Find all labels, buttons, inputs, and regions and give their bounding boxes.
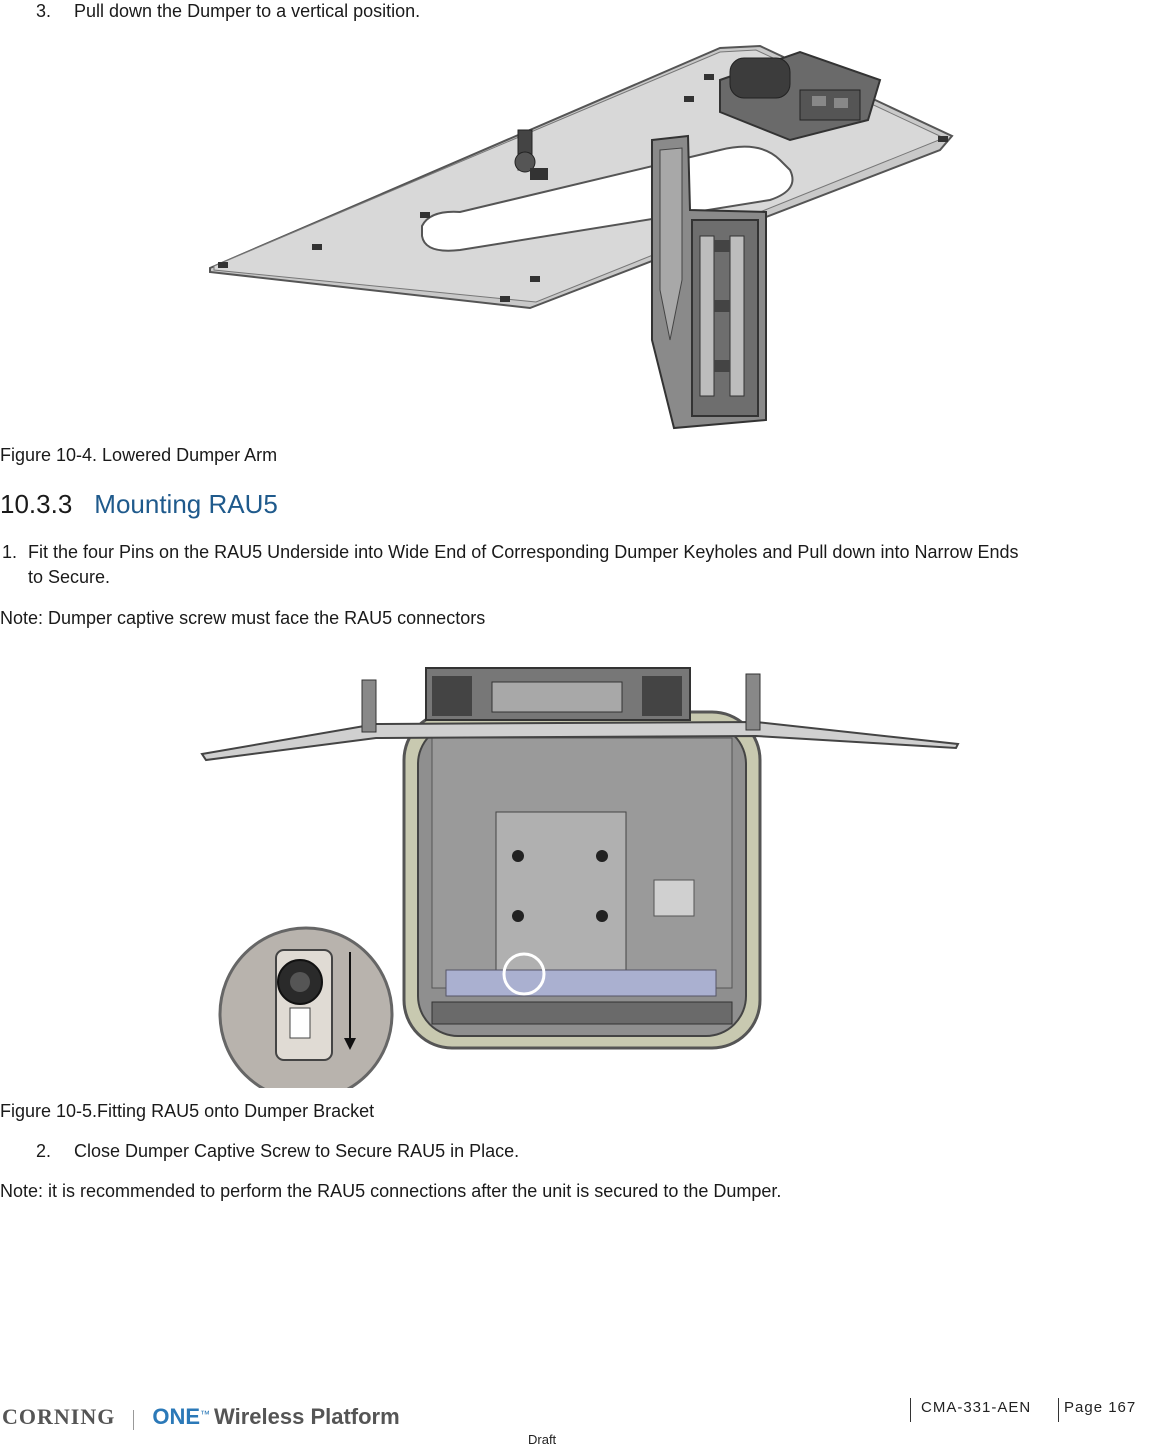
figure-10-5-caption: Figure 10-5.Fitting RAU5 onto Dumper Bracket [0,1101,375,1121]
logo-divider [133,1410,134,1430]
document-id: CMA-331-AEN [921,1399,1032,1416]
section-heading [0,488,278,520]
logo-one-text: ONE [152,1404,201,1429]
note-captive-screw: Note: Dumper captive screw must face the RAU5 connectors [0,608,486,628]
lowered-dumper-arm-figure [200,40,960,432]
step-1-number: 1. [2,542,18,562]
rau5-connectors [426,668,690,720]
keyhole-detail-inset [220,928,392,1088]
rau5-unit [404,712,760,1048]
step-1-text-line1: Fit the four Pins on the RAU5 Underside into Wide End of Corresponding Dumper Keyholes and Pull down into Narrow Ends [28,542,1019,562]
draft-label: Draft [528,1432,557,1447]
section-title: Mounting RAU5 [94,489,278,519]
right-bracket [746,674,760,730]
fitting-rau5-figure [196,652,962,1088]
logo-trademark: ™ [200,1409,211,1421]
logo-platform-text: Wireless Platform [214,1404,400,1429]
footer-divider-left [910,1398,911,1422]
section-number: 10.3.3 [0,489,73,519]
figure-10-4-caption: Figure 10-4. Lowered Dumper Arm [0,445,278,465]
logo-corning-text: CORNING [2,1404,116,1429]
step-3-number: 3. [36,1,52,21]
step-3-text: Pull down the Dumper to a vertical position. [74,1,421,21]
step-2-number: 2. [36,1141,52,1161]
corning-one-logo [2,1404,400,1428]
page-number: Page 167 [1064,1399,1137,1416]
note-connections: Note: it is recommended to perform the RAU5 connections after the unit is secured to the Dumper. [0,1181,782,1201]
footer-divider-right [1058,1398,1059,1422]
left-bracket [362,680,376,732]
step-1-text-line2: to Secure. [28,567,111,587]
step-2-text: Close Dumper Captive Screw to Secure RAU5 in Place. [74,1141,520,1161]
